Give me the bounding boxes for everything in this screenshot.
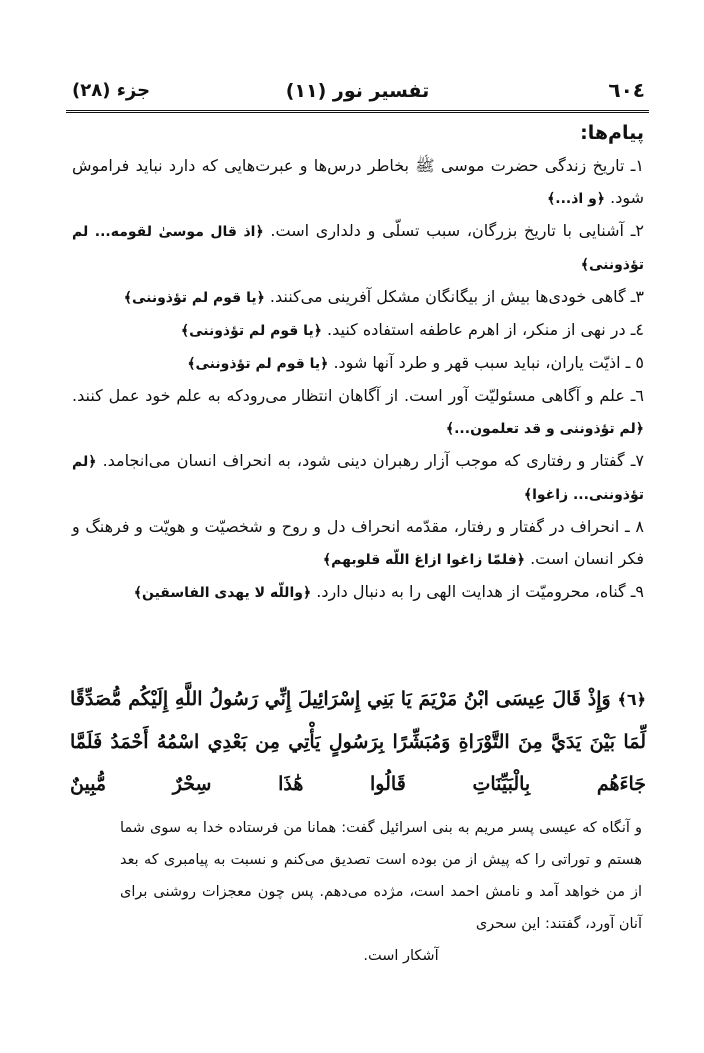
message-quote: ﴿یا قوم لم تؤذوننی﴾: [180, 323, 322, 339]
message-item: [72, 281, 644, 314]
message-quote: ﴿لم تؤذوننی و قد تعلمون...﴾: [445, 421, 644, 437]
quran-verse: [70, 678, 646, 805]
message-quote: ﴿و اذ...﴾: [547, 191, 606, 207]
message-quote: ﴿اذ قال موسیٰ لقومه... لم تؤذوننی﴾: [72, 224, 644, 273]
verse-translation: [120, 812, 642, 972]
message-item: [72, 380, 644, 445]
book-title: تفسیر نور (١١): [285, 80, 430, 102]
verse-number: ﴿٦﴾: [617, 690, 646, 709]
message-text: ٩ـ گناه، محرومیّت از هدایت الهی را به دنبال دارد.: [316, 582, 644, 601]
page-number: ٦٠٤: [608, 78, 645, 102]
message-text: ٢ـ آشنایی با تاریخ بزرگان، سبب تسلّی و دلداری است.: [270, 221, 644, 240]
header-divider: [66, 110, 649, 113]
message-quote: ﴿یا قوم لم تؤذوننی﴾: [123, 290, 265, 306]
message-item: [72, 347, 644, 380]
verse-text: وَإِذْ قَالَ عِيسَى ابْنُ مَرْيَمَ يَا بَنِي إِسْرَائِيلَ إِنِّي رَسُولُ اللَّهِ إِلَيْكُم مُّصَدِّقًا لِّمَا بَيْنَ يَدَيَّ مِنَ التَّوْرَاةِ وَمُبَشِّرًا بِرَسُولٍ يَأْتِي مِن بَعْدِي اسْمُهُ أَحْمَدُ فَلَمَّا جَاءَهُم بِالْبَيِّنَاتِ قَالُوا هَٰذَا سِحْرٌ مُّبِينٌ: [70, 688, 646, 795]
message-item: [72, 445, 644, 511]
message-text: ٧ـ گفتار و رفتاری که موجب آزار رهبران دینی شود، به انحراف انسان می‌انجامد.: [102, 451, 645, 470]
message-text: ١ـ تاریخ زندگی حضرت موسی ﷺ بخاطر درس‌ها و عبرت‌هایی که دارد نباید فراموش شود.: [72, 156, 644, 207]
message-quote: ﴿واللّه لا یهدی الفاسقین﴾: [133, 585, 312, 601]
message-text: ٣ـ گاهی خودی‌ها بیش از بیگانگان مشکل آفرینی می‌کنند.: [269, 287, 644, 306]
message-text: ٦ـ علم و آگاهی مسئولیّت آور است. از آگاهان انتظار می‌رودکه به علم خود عمل کنند.: [72, 386, 644, 405]
verse-text-block: [70, 678, 646, 805]
part-number: جزء (٢٨): [72, 80, 151, 101]
messages-heading: پیام‌ها:: [580, 122, 644, 144]
message-item: [72, 576, 644, 609]
message-quote: ﴿یا قوم لم تؤذوننی﴾: [187, 356, 329, 372]
message-text: ٥ ـ اذیّت یاران، نباید سبب قهر و طرد آنها شود.: [333, 353, 644, 372]
message-item: [72, 511, 644, 576]
message-item: [72, 150, 644, 215]
message-quote: ﴿لم تؤذوننی... زاغوا﴾: [72, 454, 644, 503]
message-quote: ﴿فلمّا زاغوا ازاغ اللّه قلوبهم﴾: [322, 552, 525, 568]
messages-section: [72, 122, 644, 609]
message-item: [72, 215, 644, 281]
translation-text: و آنگاه که عیسی پسر مریم به بنی اسرائیل گفت: همانا من فرستاده خدا به سوی شما هستم و توراتی را که پیش از من بوده است تصدیق می‌کنم و نسبت به پیامبری که بعد از من خواهد آمد و نامش احمد است، مژده می‌دهم. پس چون معجزات روشنی برای آنان آورد، گفتند: این سحری: [120, 820, 642, 932]
message-text: ٨ ـ انحراف در گفتار و رفتار، مقدّمه انحراف دل و روح و شخصیّت و هویّت و فرهنگ و فکر انسان است.: [72, 517, 644, 568]
message-item: [72, 314, 644, 347]
translation-last-line: آشکار است.: [363, 948, 439, 964]
message-text: ٤ـ در نهی از منکر، از اهرم عاطفه استفاده کنید.: [327, 320, 644, 339]
page-header: [66, 78, 649, 110]
